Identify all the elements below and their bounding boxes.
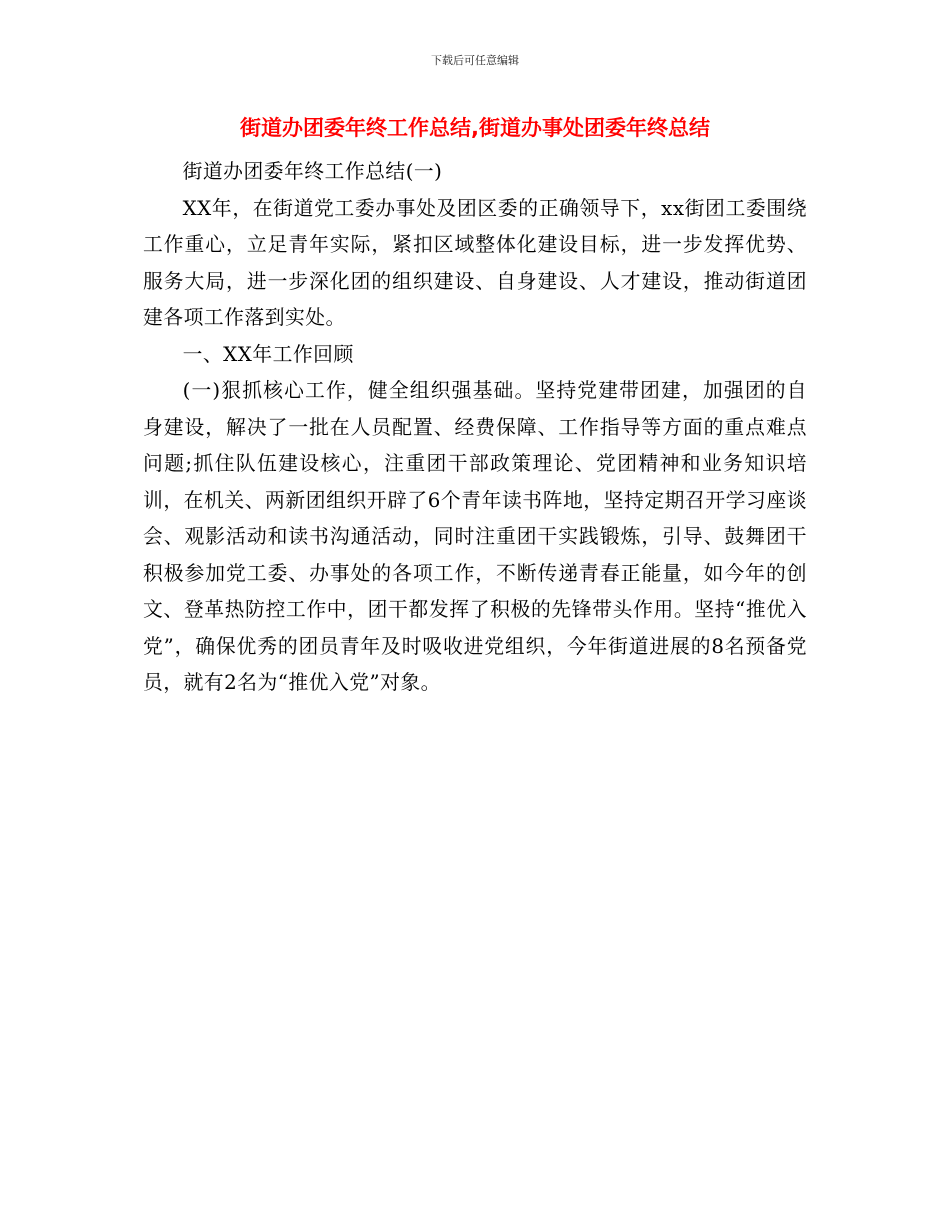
document-body	[143, 154, 807, 702]
section-heading: 一、XX年工作回顾	[182, 342, 354, 366]
document-title: 街道办团委年终工作总结,街道办事处团委年终总结	[240, 116, 710, 140]
content-paragraph: (一)狠抓核心工作，健全组织强基础。坚持党建带团建，加强团的自身建设，解决了一批在人员配置、经费保障、工作指导等方面的重点难点问题;抓住队伍建设核心，注重团干部政策理论、党团精神和业务知识培训，在机关、两新团组织开辟了6个青年读书阵地，坚持定期召开学习座谈会、观影活动和读书沟通活动，同时注重团干实践锻炼，引导、鼓舞团干积极参加党工委、办事处的各项工作，不断传递青春正能量，如今年的创文、登革热防控工作中，团干都发挥了积极的先锋带头作用。坚持“推优入党”，确保优秀的团员青年及时吸收进党组织，今年街道进展的8名预备党员，就有2名为“推优入党”对象。	[143, 379, 807, 694]
section-subtitle: 街道办团委年终工作总结(一)	[182, 160, 443, 183]
intro-paragraph: XX年，在街道党工委办事处及团区委的正确领导下，xx街团工委围绕工作重心，立足青年实际，紧扣区域整体化建设目标，进一步发挥优势、服务大局，进一步深化团的组织建设、自身建设、人才建设，推动街道团建各项工作落到实处。	[143, 196, 807, 329]
header-note: 下载后可任意编辑	[431, 54, 519, 67]
